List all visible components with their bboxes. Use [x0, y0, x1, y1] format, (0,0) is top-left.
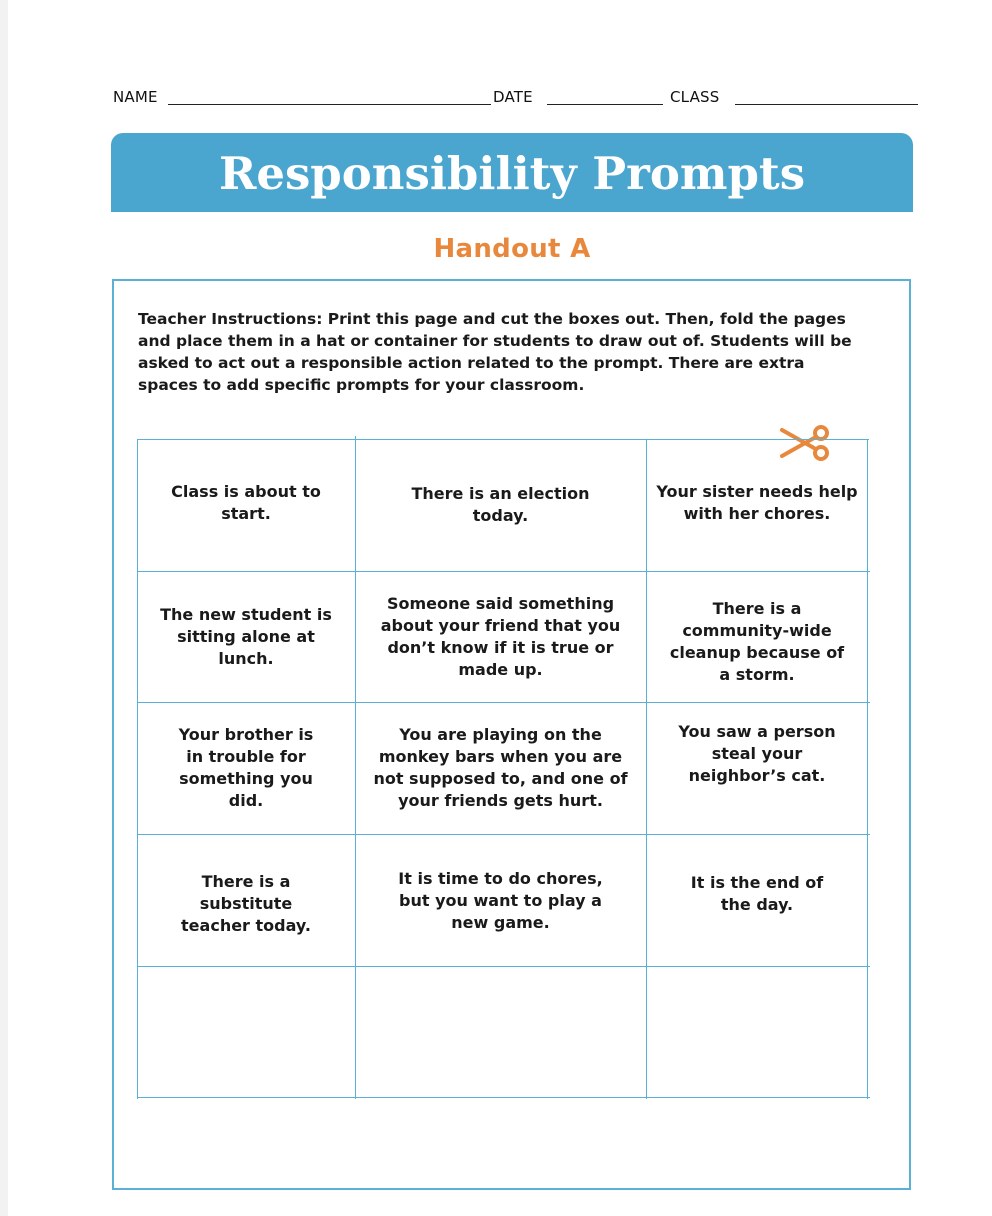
student-info-line [113, 87, 918, 109]
name-label: NAME [113, 88, 158, 106]
handout-label: Handout A [433, 234, 591, 264]
prompt-text: Your brother is in trouble for something you did. [178, 725, 314, 810]
prompt-text: There is a substitute teacher today. [181, 872, 311, 935]
prompt-card[interactable] [137, 834, 355, 974]
prompt-text: Your sister needs help with her chores. [656, 482, 858, 523]
prompt-card[interactable] [355, 834, 646, 968]
prompt-text: Class is about to start. [171, 482, 321, 523]
class-label: CLASS [670, 88, 720, 106]
prompt-card[interactable] [646, 834, 868, 954]
prompt-text: There is a community-wide cleanup because of a storm. [669, 599, 845, 684]
prompt-text: You saw a person steal your neighbor’s cat. [678, 722, 836, 785]
blank-prompt-card[interactable] [355, 966, 646, 1097]
prompt-card[interactable] [355, 439, 646, 571]
prompt-text: There is an election today. [411, 484, 590, 525]
prompt-text: Someone said something about your friend that you don’t know if it is true or made up. [380, 593, 621, 679]
blank-prompt-card[interactable] [137, 966, 355, 1097]
instructions-lead: Teacher Instructions: [138, 310, 323, 328]
prompt-card[interactable] [137, 571, 355, 702]
title-banner [111, 133, 913, 212]
prompt-card[interactable] [646, 439, 868, 567]
prompt-card[interactable] [137, 702, 355, 834]
prompt-grid [137, 439, 869, 1099]
prompt-text: You are playing on the monkey bars when you are not supposed to, and one of your friends gets hurt. [373, 725, 628, 810]
prompt-text: It is the end of the day. [690, 873, 824, 914]
date-blank[interactable] [547, 104, 663, 105]
page-title: Responsibility Prompts [218, 147, 806, 200]
prompt-card[interactable] [646, 702, 868, 806]
date-label: DATE [493, 88, 533, 106]
prompt-card[interactable] [355, 571, 646, 702]
prompt-text: The new student is sitting alone at lunch. [160, 604, 332, 668]
prompt-card[interactable] [646, 571, 868, 713]
prompt-text: It is time to do chores, but you want to play a new game. [398, 869, 603, 932]
grid-line [137, 1097, 870, 1098]
prompt-card[interactable] [355, 702, 646, 834]
name-blank[interactable] [168, 104, 491, 105]
instructions-text: Print this page and cut the boxes out. Then, fold the pages and place them in a hat or container for students to draw out of. Students will be asked to act out a responsible action related to the prompt. There are extra spaces to add specific prompts for your classroom. [138, 310, 852, 394]
blank-prompt-card[interactable] [646, 966, 868, 1097]
prompt-card[interactable] [137, 439, 355, 567]
class-blank[interactable] [735, 104, 918, 105]
teacher-instructions [138, 308, 858, 396]
